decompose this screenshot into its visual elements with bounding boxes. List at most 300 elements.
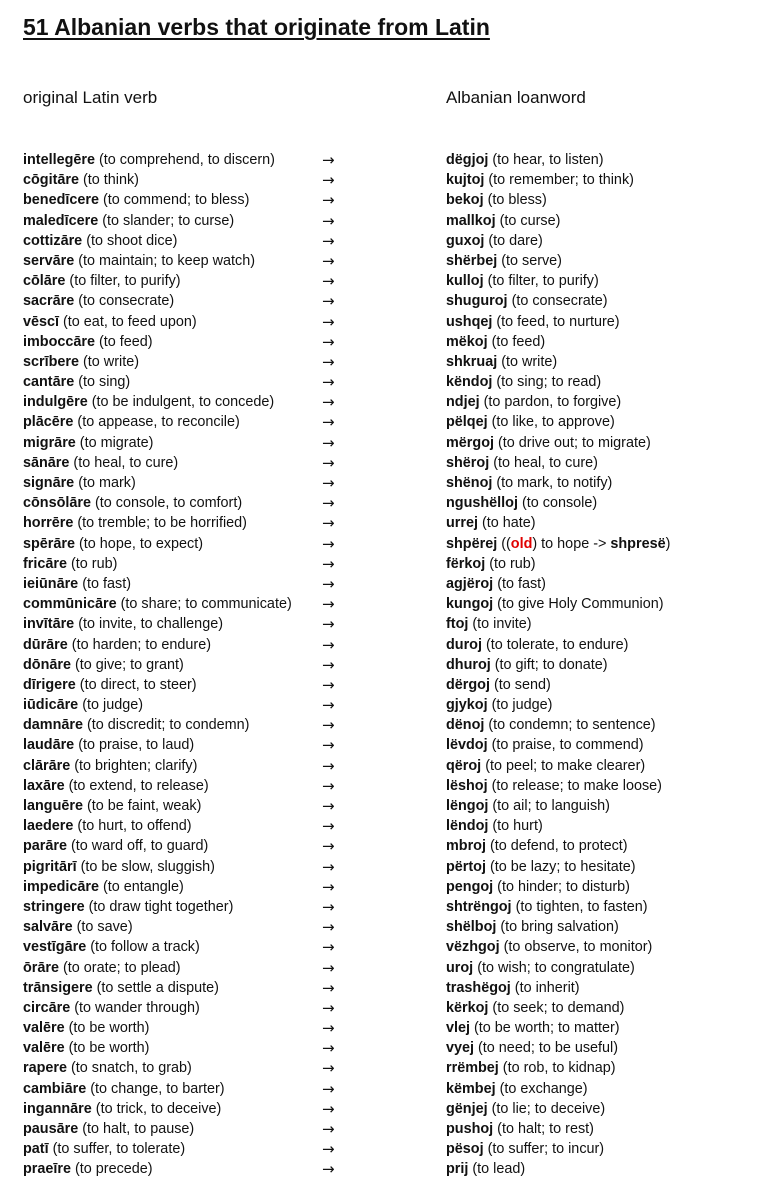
latin-verb-cell (23, 655, 184, 675)
latin-verb-cell (23, 433, 153, 453)
latin-verb-cell (23, 150, 275, 170)
verb-row (0, 372, 769, 392)
albanian-verb: kërkoj (446, 999, 489, 1016)
latin-verb-cell (23, 211, 234, 231)
latin-column-header: original Latin verb (23, 88, 158, 107)
verb-row (0, 190, 769, 210)
verb-list (0, 150, 769, 1180)
latin-gloss: (to precede) (75, 1161, 153, 1178)
latin-verb-cell (23, 453, 178, 473)
verb-row (0, 291, 769, 311)
albanian-gloss: (to serve) (501, 252, 562, 269)
albanian-verb-cell (446, 1079, 588, 1099)
latin-verb: sacrāre (23, 293, 75, 310)
albanian-verb: shuguroj (446, 293, 508, 310)
albanian-gloss: (to sing; to read) (496, 374, 602, 391)
latin-gloss: (to draw tight together) (88, 898, 234, 915)
verb-row (0, 1139, 769, 1159)
albanian-gloss: (to praise, to commend) (491, 737, 644, 754)
albanian-verb-cell (446, 150, 604, 170)
latin-verb: damnāre (23, 717, 83, 734)
latin-gloss: (to migrate) (79, 434, 154, 451)
albanian-verb: ushqej (446, 313, 493, 330)
verb-row (0, 857, 769, 877)
latin-verb-cell (23, 715, 249, 735)
albanian-verb-cell (446, 1119, 594, 1139)
albanian-verb-cell (446, 352, 557, 372)
latin-verb: stringere (23, 898, 85, 915)
albanian-gloss: (to ail; to languish) (492, 798, 610, 814)
latin-gloss: (to tremble; to be horrified) (77, 515, 247, 532)
latin-verb: vestīgāre (23, 939, 87, 956)
albanian-verb-cell (446, 291, 608, 311)
albanian-gloss: (to remember; to think) (488, 172, 634, 189)
arrow-right-icon: → (322, 1079, 335, 1098)
latin-gloss: (to filter, to purify) (69, 273, 181, 290)
albanian-verb: përtoj (446, 858, 486, 875)
arrow-right-icon: → (322, 1019, 335, 1038)
latin-verb: benedīcere (23, 192, 99, 209)
albanian-verb: gjykoj (446, 697, 488, 714)
albanian-gloss: (to console) (521, 495, 598, 512)
albanian-verb-cell (446, 695, 552, 715)
albanian-gloss: (to tighten, to fasten) (515, 898, 648, 915)
verb-row (0, 1038, 769, 1058)
albanian-verb-cell (446, 978, 580, 998)
latin-verb: cottizāre (23, 232, 83, 249)
latin-gloss: (to sing) (78, 374, 131, 391)
albanian-gloss: (to drive out; to migrate) (497, 434, 651, 451)
latin-gloss: (to harden; to endure) (71, 636, 211, 653)
latin-gloss: (to slander; to curse) (102, 212, 235, 229)
latin-gloss: (to praise, to laud) (78, 737, 195, 754)
latin-gloss: (to halt, to pause) (82, 1121, 195, 1137)
latin-verb: patī (23, 1141, 49, 1158)
verb-row (0, 352, 769, 372)
arrow-right-icon: → (322, 413, 335, 432)
latin-verb-cell (23, 554, 117, 574)
latin-verb: intellegēre (23, 152, 95, 168)
latin-verb-cell (23, 534, 203, 554)
arrow-right-icon: → (322, 211, 335, 230)
arrow-right-icon: → (322, 272, 335, 291)
albanian-verb-cell (446, 453, 598, 473)
verb-row (0, 695, 769, 715)
verb-row (0, 493, 769, 513)
latin-gloss: (to discredit; to condemn) (87, 717, 250, 734)
arrow-right-icon: → (322, 938, 335, 957)
latin-verb-cell (23, 412, 240, 432)
arrow-right-icon: → (322, 1140, 335, 1159)
arrow-right-icon: → (322, 171, 335, 190)
albanian-verb: shëroj (446, 454, 490, 471)
verb-row (0, 594, 769, 614)
albanian-verb-cell (446, 1058, 616, 1078)
albanian-verb: mëkoj (446, 333, 488, 350)
verb-row (0, 473, 769, 493)
latin-verb-cell (23, 877, 184, 897)
arrow-right-icon: → (322, 574, 335, 593)
albanian-verb: fërkoj (446, 555, 486, 572)
latin-verb-cell (23, 392, 274, 412)
albanian-verb: qëroj (446, 757, 482, 774)
verb-row (0, 312, 769, 332)
latin-verb-cell (23, 332, 153, 352)
arrow-right-icon: → (322, 998, 335, 1017)
arrow-right-icon: → (322, 615, 335, 634)
albanian-verb: vlej (446, 1020, 471, 1037)
latin-verb: pigritārī (23, 858, 77, 875)
albanian-verb: prij (446, 1161, 469, 1178)
verb-row (0, 392, 769, 412)
albanian-verb-cell (446, 473, 612, 493)
latin-gloss: (to be slow, sluggish) (80, 858, 215, 875)
albanian-verb-cell (446, 231, 543, 251)
albanian-gloss: (to like, to approve) (491, 414, 615, 431)
albanian-verb: lëvdoj (446, 737, 488, 754)
latin-gloss: (to suffer, to tolerate) (52, 1141, 186, 1158)
albanian-gloss: (to need; to be useful) (478, 1040, 619, 1057)
albanian-verb: vëzhgoj (446, 939, 500, 956)
latin-verb-cell (23, 776, 209, 796)
albanian-verb: trashëgoj (446, 979, 511, 996)
latin-verb-cell (23, 1058, 192, 1078)
arrow-right-icon: → (322, 534, 335, 553)
albanian-gloss: (to judge) (491, 697, 553, 714)
latin-verb: impedicāre (23, 878, 99, 895)
arrow-right-icon: → (322, 797, 335, 815)
latin-verb-cell (23, 1099, 221, 1119)
latin-verb: commūnicāre (23, 596, 117, 613)
albanian-gloss: (to halt; to rest) (497, 1121, 594, 1137)
arrow-right-icon: → (322, 776, 335, 795)
albanian-gloss: (to invite) (472, 616, 532, 633)
albanian-gloss: (to hear, to listen) (492, 152, 604, 168)
latin-verb: vēscī (23, 313, 60, 330)
latin-gloss: (to rub) (71, 555, 118, 572)
latin-verb-cell (23, 735, 194, 755)
albanian-verb-cell (446, 574, 546, 594)
latin-gloss: (to give; to grant) (74, 656, 184, 673)
latin-verb: sānāre (23, 454, 70, 471)
albanian-verb: këmbej (446, 1080, 496, 1097)
latin-verb: trānsigere (23, 979, 93, 996)
albanian-verb-cell (446, 312, 620, 332)
arrow-right-icon: → (322, 635, 335, 654)
latin-verb: servāre (23, 252, 75, 269)
albanian-verb-cell (446, 1139, 604, 1159)
latin-gloss: (to eat, to feed upon) (63, 313, 197, 330)
verb-row (0, 1079, 769, 1099)
albanian-verb-cell (446, 190, 547, 210)
albanian-verb-cell (446, 756, 645, 776)
albanian-verb-cell (446, 1038, 618, 1058)
latin-verb: ingannāre (23, 1100, 92, 1117)
arrow-right-icon: → (322, 554, 335, 573)
albanian-verb-cell (446, 937, 652, 957)
latin-gloss: (to follow a track) (90, 939, 200, 956)
verb-row (0, 574, 769, 594)
arrow-right-icon: → (322, 837, 335, 856)
latin-gloss: (to trick, to deceive) (95, 1100, 222, 1117)
arrow-right-icon: → (322, 474, 335, 492)
albanian-verb-cell (446, 1099, 605, 1119)
verb-row (0, 655, 769, 675)
albanian-verb-cell (446, 594, 664, 614)
albanian-column-header: Albanian loanword (446, 88, 586, 107)
albanian-verb: pëlqej (446, 414, 488, 431)
albanian-verb-cell (446, 372, 601, 392)
albanian-verb: kungoj (446, 596, 494, 613)
latin-gloss: (to invite, to challenge) (78, 616, 223, 633)
latin-gloss: (to share; to communicate) (120, 596, 292, 613)
verb-row (0, 877, 769, 897)
albanian-gloss: (to lie; to deceive) (491, 1100, 606, 1117)
latin-verb: cambiāre (23, 1080, 87, 1097)
latin-gloss: (to write) (83, 353, 139, 370)
albanian-gloss: (to condemn; to sentence) (488, 717, 656, 734)
verb-row (0, 635, 769, 655)
latin-verb-cell (23, 312, 197, 332)
albanian-verb-cell (446, 1159, 525, 1179)
albanian-verb: shpërej (446, 535, 498, 552)
latin-verb: iūdicāre (23, 697, 79, 714)
verb-row (0, 332, 769, 352)
arrow-right-icon: → (322, 494, 335, 513)
albanian-gloss: (to feed) (491, 333, 546, 350)
latin-verb: languēre (23, 798, 83, 814)
arrow-right-icon: → (322, 151, 335, 169)
albanian-verb: urrej (446, 515, 478, 532)
albanian-verb: uroj (446, 959, 474, 976)
latin-verb-cell (23, 1119, 194, 1139)
verb-row (0, 836, 769, 856)
latin-gloss: (to change, to barter) (90, 1080, 225, 1097)
latin-verb-cell (23, 493, 242, 513)
albanian-gloss: (to give Holy Communion) (497, 596, 664, 613)
old-form-label: old (510, 535, 533, 552)
albanian-verb-cell (446, 433, 651, 453)
albanian-gloss: (to wish; to congratulate) (477, 959, 635, 976)
latin-verb: laudāre (23, 737, 75, 754)
albanian-verb: mallkoj (446, 212, 496, 229)
albanian-gloss-prefix: (( (497, 535, 511, 552)
latin-verb: clārāre (23, 757, 71, 774)
latin-verb-cell (23, 614, 223, 634)
verb-row (0, 796, 769, 816)
latin-gloss: (to be faint, weak) (86, 798, 202, 814)
latin-verb: invītāre (23, 616, 75, 633)
latin-verb: migrāre (23, 434, 76, 451)
latin-verb-cell (23, 231, 177, 251)
arrow-right-icon: → (322, 453, 335, 472)
albanian-gloss: (to release; to make loose) (491, 777, 662, 794)
albanian-verb-cell (446, 392, 621, 412)
verb-row (0, 513, 769, 533)
latin-verb-cell (23, 190, 249, 210)
albanian-verb-cell (446, 412, 615, 432)
albanian-verb-cell (446, 211, 560, 231)
albanian-verb: shtrëngoj (446, 898, 512, 915)
latin-verb-cell (23, 796, 201, 816)
arrow-right-icon: → (322, 393, 335, 412)
verb-row (0, 1119, 769, 1139)
albanian-verb: guxoj (446, 232, 485, 249)
verb-row (0, 271, 769, 291)
arrow-right-icon: → (322, 877, 335, 896)
latin-verb: valēre (23, 1020, 65, 1037)
latin-verb: fricāre (23, 555, 68, 572)
latin-gloss: (to fast) (82, 575, 131, 592)
albanian-verb-cell (446, 1018, 620, 1038)
albanian-verb: shkruaj (446, 353, 498, 370)
albanian-gloss: (to heal, to cure) (493, 454, 598, 471)
latin-verb: dīrigere (23, 676, 76, 693)
verb-row (0, 412, 769, 432)
arrow-right-icon: → (322, 857, 335, 876)
albanian-verb-cell (446, 715, 656, 735)
latin-verb-cell (23, 816, 192, 836)
arrow-right-icon: → (322, 433, 335, 452)
latin-gloss: (to appease, to reconcile) (77, 414, 240, 431)
albanian-verb-cell (446, 534, 670, 554)
latin-gloss: (to maintain; to keep watch) (78, 252, 255, 269)
verb-row (0, 1018, 769, 1038)
albanian-gloss: (to dare) (488, 232, 543, 249)
latin-verb-cell (23, 1139, 185, 1159)
latin-verb: valēre (23, 1040, 65, 1057)
albanian-verb-cell (446, 958, 635, 978)
albanian-gloss: (to consecrate) (511, 293, 608, 310)
latin-verb: parāre (23, 838, 68, 855)
verb-row (0, 735, 769, 755)
arrow-right-icon: → (322, 373, 335, 392)
albanian-verb: bekoj (446, 192, 484, 209)
albanian-gloss: (to feed, to nurture) (496, 313, 620, 330)
albanian-verb: ftoj (446, 616, 469, 633)
albanian-verb: rrëmbej (446, 1060, 499, 1077)
albanian-verb-cell (446, 836, 628, 856)
albanian-gloss: (to send) (493, 676, 551, 693)
latin-verb-cell (23, 917, 133, 937)
latin-gloss: (to hurt, to offend) (77, 818, 192, 835)
latin-verb: indulgēre (23, 394, 88, 411)
arrow-right-icon: → (322, 312, 335, 331)
albanian-gloss: (to tolerate, to endure) (485, 636, 629, 653)
verb-row (0, 433, 769, 453)
albanian-gloss: (to hurt) (492, 818, 543, 835)
latin-verb: cōlāre (23, 273, 66, 290)
albanian-verb: pësoj (446, 1141, 484, 1158)
arrow-right-icon: → (322, 352, 335, 371)
verb-row (0, 917, 769, 937)
albanian-gloss: (to hate) (482, 515, 536, 532)
albanian-gloss: (to suffer; to incur) (487, 1141, 605, 1158)
albanian-verb-cell (446, 332, 545, 352)
albanian-verb: duroj (446, 636, 482, 653)
latin-verb-cell (23, 695, 143, 715)
verb-row (0, 231, 769, 251)
latin-gloss: (to be worth) (68, 1040, 150, 1057)
albanian-verb-cell (446, 897, 648, 917)
arrow-right-icon: → (322, 1160, 335, 1179)
albanian-verb: lëngoj (446, 798, 489, 814)
albanian-verb: kulloj (446, 273, 484, 290)
albanian-verb-cell (446, 493, 597, 513)
latin-gloss: (to comprehend, to discern) (98, 152, 275, 168)
latin-verb-cell (23, 170, 139, 190)
albanian-gloss: (to hinder; to disturb) (497, 878, 630, 895)
latin-verb: pausāre (23, 1121, 79, 1137)
arrow-right-icon: → (322, 817, 335, 836)
verb-row (0, 978, 769, 998)
arrow-right-icon: → (322, 231, 335, 250)
albanian-verb: mërgoj (446, 434, 494, 451)
latin-verb-cell (23, 473, 136, 493)
latin-verb-cell (23, 594, 292, 614)
albanian-verb-cell (446, 655, 608, 675)
albanian-verb-cell (446, 513, 536, 533)
albanian-verb-cell (446, 877, 630, 897)
verb-row (0, 998, 769, 1018)
arrow-right-icon: → (322, 897, 335, 916)
latin-gloss: (to entangle) (103, 878, 184, 895)
arrow-right-icon: → (322, 655, 335, 674)
albanian-verb: ndjej (446, 394, 480, 411)
arrow-right-icon: → (322, 918, 335, 937)
verb-row (0, 715, 769, 735)
latin-verb-cell (23, 857, 215, 877)
verb-row (0, 937, 769, 957)
latin-verb-cell (23, 756, 197, 776)
latin-gloss: (to ward off, to guard) (71, 838, 209, 855)
latin-verb-cell (23, 1018, 149, 1038)
verb-row (0, 170, 769, 190)
latin-verb: dūrāre (23, 636, 68, 653)
albanian-gloss: (to be lazy; to hesitate) (489, 858, 636, 875)
albanian-gloss: (to gift; to donate) (494, 656, 608, 673)
latin-verb-cell (23, 998, 200, 1018)
latin-gloss: (to save) (76, 919, 133, 936)
albanian-gloss: (to mark, to notify) (496, 475, 613, 491)
verb-row (0, 251, 769, 271)
latin-gloss: (to direct, to steer) (79, 676, 197, 693)
latin-verb: cōgitāre (23, 172, 79, 189)
albanian-gloss-middle: ) to hope -> (532, 535, 611, 552)
albanian-gloss: (to write) (501, 353, 558, 370)
arrow-right-icon: → (322, 1059, 335, 1078)
albanian-verb-cell (446, 735, 644, 755)
latin-gloss: (to consecrate) (78, 293, 175, 310)
latin-gloss: (to settle a dispute) (96, 979, 219, 996)
latin-gloss: (to mark) (78, 475, 136, 491)
latin-verb: circāre (23, 999, 71, 1016)
latin-gloss: (to feed) (99, 333, 153, 350)
albanian-verb-cell (446, 271, 599, 291)
latin-verb-cell (23, 1159, 153, 1179)
arrow-right-icon: → (322, 292, 335, 311)
albanian-gloss: (to bring salvation) (500, 919, 619, 936)
latin-verb: signāre (23, 475, 75, 491)
albanian-verb: mbroj (446, 838, 486, 855)
albanian-modern-form: shpresë (610, 535, 666, 552)
latin-verb-cell (23, 937, 200, 957)
latin-gloss: (to think) (82, 172, 139, 189)
albanian-gloss: (to seek; to demand) (492, 999, 625, 1016)
latin-verb: rapere (23, 1060, 68, 1077)
albanian-verb-cell (446, 635, 628, 655)
arrow-right-icon: → (322, 958, 335, 977)
